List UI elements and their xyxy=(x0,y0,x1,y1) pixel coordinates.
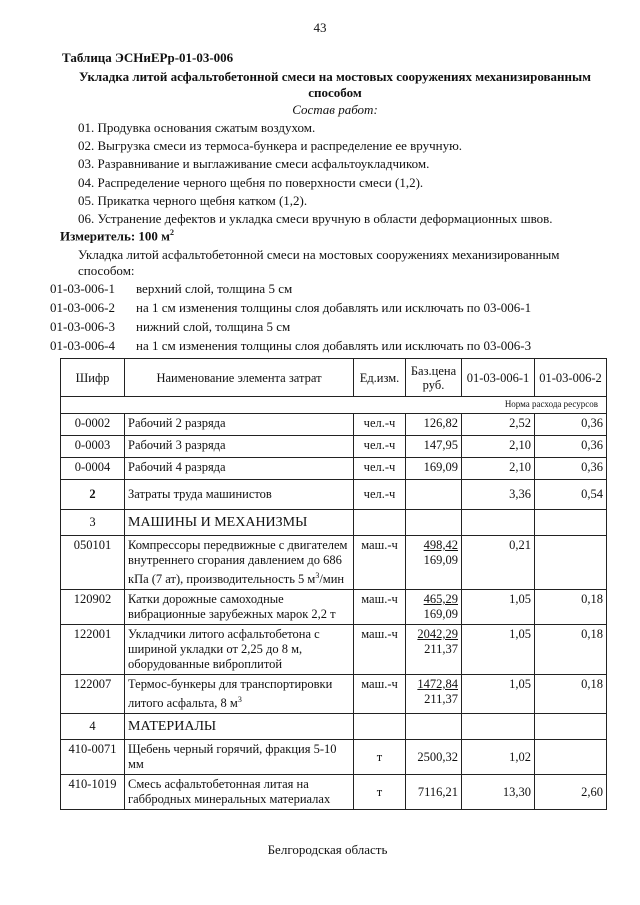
cell-name: Затраты труда машинистов xyxy=(125,480,354,510)
table-row xyxy=(61,414,607,436)
cell-unit: маш.-ч xyxy=(354,675,406,714)
section-row xyxy=(61,480,607,510)
page-footer: Белгородская область xyxy=(267,842,388,857)
cell-value-2: 0,36 xyxy=(535,458,607,480)
cell-code: 120902 xyxy=(61,590,125,625)
cell-price: 498,42 169,09 xyxy=(406,536,462,590)
cell-code: 4 xyxy=(61,714,125,740)
cell-price: 1472,84 211,37 xyxy=(406,675,462,714)
cell-value-2: 0,18 xyxy=(535,675,607,714)
cell-name: МАШИНЫ И МЕХАНИЗМЫ xyxy=(125,510,354,536)
cell-unit: т xyxy=(354,775,406,810)
cell-unit: маш.-ч xyxy=(354,625,406,675)
cell-code: 410-1019 xyxy=(61,775,125,810)
work-list xyxy=(78,119,553,228)
cell-code: 050101 xyxy=(61,536,125,590)
table-row xyxy=(61,536,607,590)
cell-value-1: 2,10 xyxy=(462,458,535,480)
cell-unit: чел.-ч xyxy=(354,436,406,458)
cell-value-1: 2,10 xyxy=(462,436,535,458)
table-row xyxy=(61,675,607,714)
variant-item: 01-03-006-2 на 1 см изменения толщины слоя добавлять или исключать по 03-006-1 xyxy=(50,300,532,315)
header-col2: 01-03-006-2 xyxy=(535,359,607,397)
cell-value-2 xyxy=(535,740,607,775)
cell-value-1: 1,02 xyxy=(462,740,535,775)
cell-code: 122007 xyxy=(61,675,125,714)
cell-value-2: 0,18 xyxy=(535,625,607,675)
table-title: Таблица ЭСНиЕРр-01-03-006 xyxy=(62,50,234,65)
cell-value-2: 2,60 xyxy=(535,775,607,810)
header-name: Наименование элемента затрат xyxy=(125,359,354,397)
table-header-row xyxy=(61,359,607,397)
cell-name: Смесь асфальтобетонная литая на габбродных минеральных материалах xyxy=(125,775,354,810)
cell-value-1: 13,30 xyxy=(462,775,535,810)
cell-value-1 xyxy=(462,510,535,536)
work-description: Укладка литой асфальтобетонной смеси на мостовых сооружениях механизированным способом: xyxy=(78,247,560,278)
norma-row xyxy=(61,397,607,414)
cell-price xyxy=(406,510,462,536)
variant-item: 01-03-006-3 нижний слой, толщина 5 см xyxy=(50,319,291,334)
cell-price: 126,82 xyxy=(406,414,462,436)
cell-name: Рабочий 3 разряда xyxy=(125,436,354,458)
cell-code: 0-0002 xyxy=(61,414,125,436)
header-code: Шифр xyxy=(61,359,125,397)
cell-value-2: 0,36 xyxy=(535,414,607,436)
cell-unit xyxy=(354,510,406,536)
cell-code: 2 xyxy=(61,480,125,510)
cell-price xyxy=(406,480,462,510)
cell-name: Щебень черный горячий, фракция 5-10 мм xyxy=(125,740,354,775)
cell-name: Термос-бункеры для транспортировки литого асфальта, 8 $м^3$ xyxy=(125,675,354,714)
variant-item: 01-03-006-4 на 1 см изменения толщины слоя добавлять или исключать по 03-006-3 xyxy=(50,338,532,353)
cell-price: 2042,29 211,37 xyxy=(406,625,462,675)
cell-price xyxy=(406,714,462,740)
cell-unit: т xyxy=(354,740,406,775)
header-price: Баз.цена руб. xyxy=(406,359,462,397)
resource-table xyxy=(60,358,607,810)
cell-code: 0-0003 xyxy=(61,436,125,458)
work-composition-label: Состав работ: xyxy=(292,102,378,117)
cell-value-1: 0,21 xyxy=(462,536,535,590)
cell-value-2: 0,54 xyxy=(535,480,607,510)
table-row xyxy=(61,436,607,458)
work-item: 06. Устранение дефектов и укладка смеси вручную в области деформационных швов. xyxy=(78,211,553,227)
work-item: 01. Продувка основания сжатым воздухом. xyxy=(78,120,316,135)
section-row xyxy=(61,714,607,740)
cell-name: Катки дорожные самоходные вибрационные зарубежных марок 2,2 т xyxy=(125,590,354,625)
work-item: 04. Распределение черного щебня по поверхности смеси (1,2). xyxy=(78,174,424,190)
cell-value-1 xyxy=(462,714,535,740)
header-col1: 01-03-006-1 xyxy=(462,359,535,397)
cell-unit: маш.-ч xyxy=(354,590,406,625)
cell-price: 169,09 xyxy=(406,458,462,480)
cell-value-1: 1,05 xyxy=(462,590,535,625)
cell-name: Рабочий 4 разряда xyxy=(125,458,354,480)
work-item: 02. Выгрузка смеси из термоса-бункера и распределение ее вручную. xyxy=(78,138,463,154)
section-row xyxy=(61,510,607,536)
page-heading: Укладка литой асфальтобетонной смеси на мостовых сооружениях механизированным способом xyxy=(78,69,592,100)
cell-name: Рабочий 2 разряда xyxy=(125,414,354,436)
table-row xyxy=(61,458,607,480)
norma-label: Норма расхода ресурсов xyxy=(61,397,607,414)
cell-value-2 xyxy=(535,510,607,536)
work-item: 05. Прикатка черного щебня катком (1,2). xyxy=(78,192,308,208)
cell-value-1: 1,05 xyxy=(462,675,535,714)
cell-value-2 xyxy=(535,536,607,590)
table-row xyxy=(61,590,607,625)
cell-unit: чел.-ч xyxy=(354,414,406,436)
cell-price: 147,95 xyxy=(406,436,462,458)
cell-value-2: 0,36 xyxy=(535,436,607,458)
cell-code: 0-0004 xyxy=(61,458,125,480)
cell-value-1: 1,05 xyxy=(462,625,535,675)
cell-value-1: 2,52 xyxy=(462,414,535,436)
cell-unit: чел.-ч xyxy=(354,458,406,480)
cell-code: 122001 xyxy=(61,625,125,675)
cell-name: Компрессоры передвижные с двигателем внутреннего сгорания давлением до 686 кПа (7 ат), производительность 5 $м^3$/мин xyxy=(125,536,354,590)
measure-unit: Измеритель: 100 $м^2$ xyxy=(60,228,175,244)
cell-name: МАТЕРИАЛЫ xyxy=(125,714,354,740)
cell-unit: маш.-ч xyxy=(354,536,406,590)
cell-code: 3 xyxy=(61,510,125,536)
cell-price: 7116,21 xyxy=(406,775,462,810)
table-row xyxy=(61,740,607,775)
cell-value-2 xyxy=(535,714,607,740)
cell-value-2: 0,18 xyxy=(535,590,607,625)
cell-value-1: 3,36 xyxy=(462,480,535,510)
variant-item: 01-03-006-1 верхний слой, толщина 5 см xyxy=(50,281,293,296)
table-row xyxy=(61,625,607,675)
variant-list xyxy=(50,279,531,355)
cell-price: 2500,32 xyxy=(406,740,462,775)
cell-price: 465,29 169,09 xyxy=(406,590,462,625)
cell-name: Укладчики литого асфальтобетона с шириной укладки от 2,25 до 8 м, оборудованные виброплитой xyxy=(125,625,354,675)
cell-unit: чел.-ч xyxy=(354,480,406,510)
cell-code: 410-0071 xyxy=(61,740,125,775)
page-number: 43 xyxy=(313,20,327,35)
header-unit: Ед.изм. xyxy=(354,359,406,397)
work-item: 03. Разравнивание и выглаживание смеси асфальтоукладчиком. xyxy=(78,156,430,172)
table-row xyxy=(61,775,607,810)
cell-unit xyxy=(354,714,406,740)
